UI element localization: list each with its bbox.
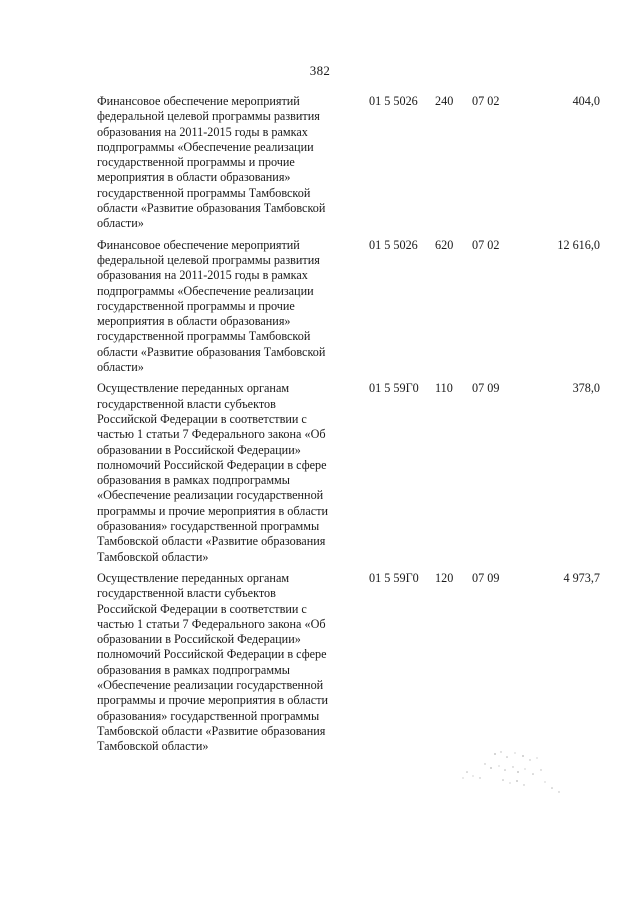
amount: 4 973,7 [563, 570, 600, 585]
table-row [97, 238, 607, 376]
row-description: Осуществление переданных органам государственной власти субъектов Российской Федерации в соответствии с частью 1 статьи 7 Федерального закона «Об образовании в Российской Федерации» полномочий Российской Федерации в сфере образования в рамках подпрограммы «Обеспечение реализации государственной программы и прочие мероприятия в области образования» государственной программы Тамбовской области «Развитие образования Тамбовской области» [97, 381, 329, 564]
target-code: 01 5 5026 [369, 237, 418, 252]
expense-type: 240 [435, 94, 454, 108]
row-description: Осуществление переданных органам государственной власти субъектов Российской Федерации в соответствии с частью 1 статьи 7 Федерального закона «Об образовании в Российской Федерации» полномочий Российской Федерации в сфере образования в рамках подпрограммы «Обеспечение реализации государственной программы и прочие мероприятия в области образования» государственной программы Тамбовской области «Развитие образования Тамбовской области» [97, 570, 329, 754]
row-description: Финансовое обеспечение мероприятий федеральной целевой программы развития образования на 2011-2015 годы в рамках подпрограммы «Обеспечение реализации государственной программы и прочие мероприятия в области образования» государственной программы Тамбовской области «Развитие образования Тамбовской области» [97, 94, 326, 231]
target-code: 01 5 59Г0 [369, 570, 419, 585]
target-code: 01 5 59Г0 [369, 381, 419, 396]
expense-type: 620 [435, 237, 454, 252]
table-row [97, 94, 607, 232]
section-code: 07 02 [472, 237, 500, 252]
expense-type: 120 [435, 570, 454, 585]
table-row [97, 571, 607, 755]
row-description: Финансовое обеспечение мероприятий федеральной целевой программы развития образования на 2011-2015 годы в рамках подпрограммы «Обеспечение реализации государственной программы и прочие мероприятия в области образования» государственной программы Тамбовской области «Развитие образования Тамбовской области» [97, 237, 326, 375]
budget-table [97, 94, 607, 760]
expense-type: 110 [435, 381, 453, 396]
amount: 12 616,0 [557, 237, 600, 252]
target-code: 01 5 5026 [369, 94, 418, 108]
section-code: 07 09 [472, 381, 500, 396]
section-code: 07 02 [472, 94, 500, 108]
faint-stamp-mark [455, 748, 565, 796]
section-code: 07 09 [472, 570, 500, 585]
amount: 404,0 [572, 94, 600, 108]
page-number: 382 [309, 63, 331, 78]
amount: 378,0 [572, 381, 600, 396]
table-row [97, 381, 607, 565]
